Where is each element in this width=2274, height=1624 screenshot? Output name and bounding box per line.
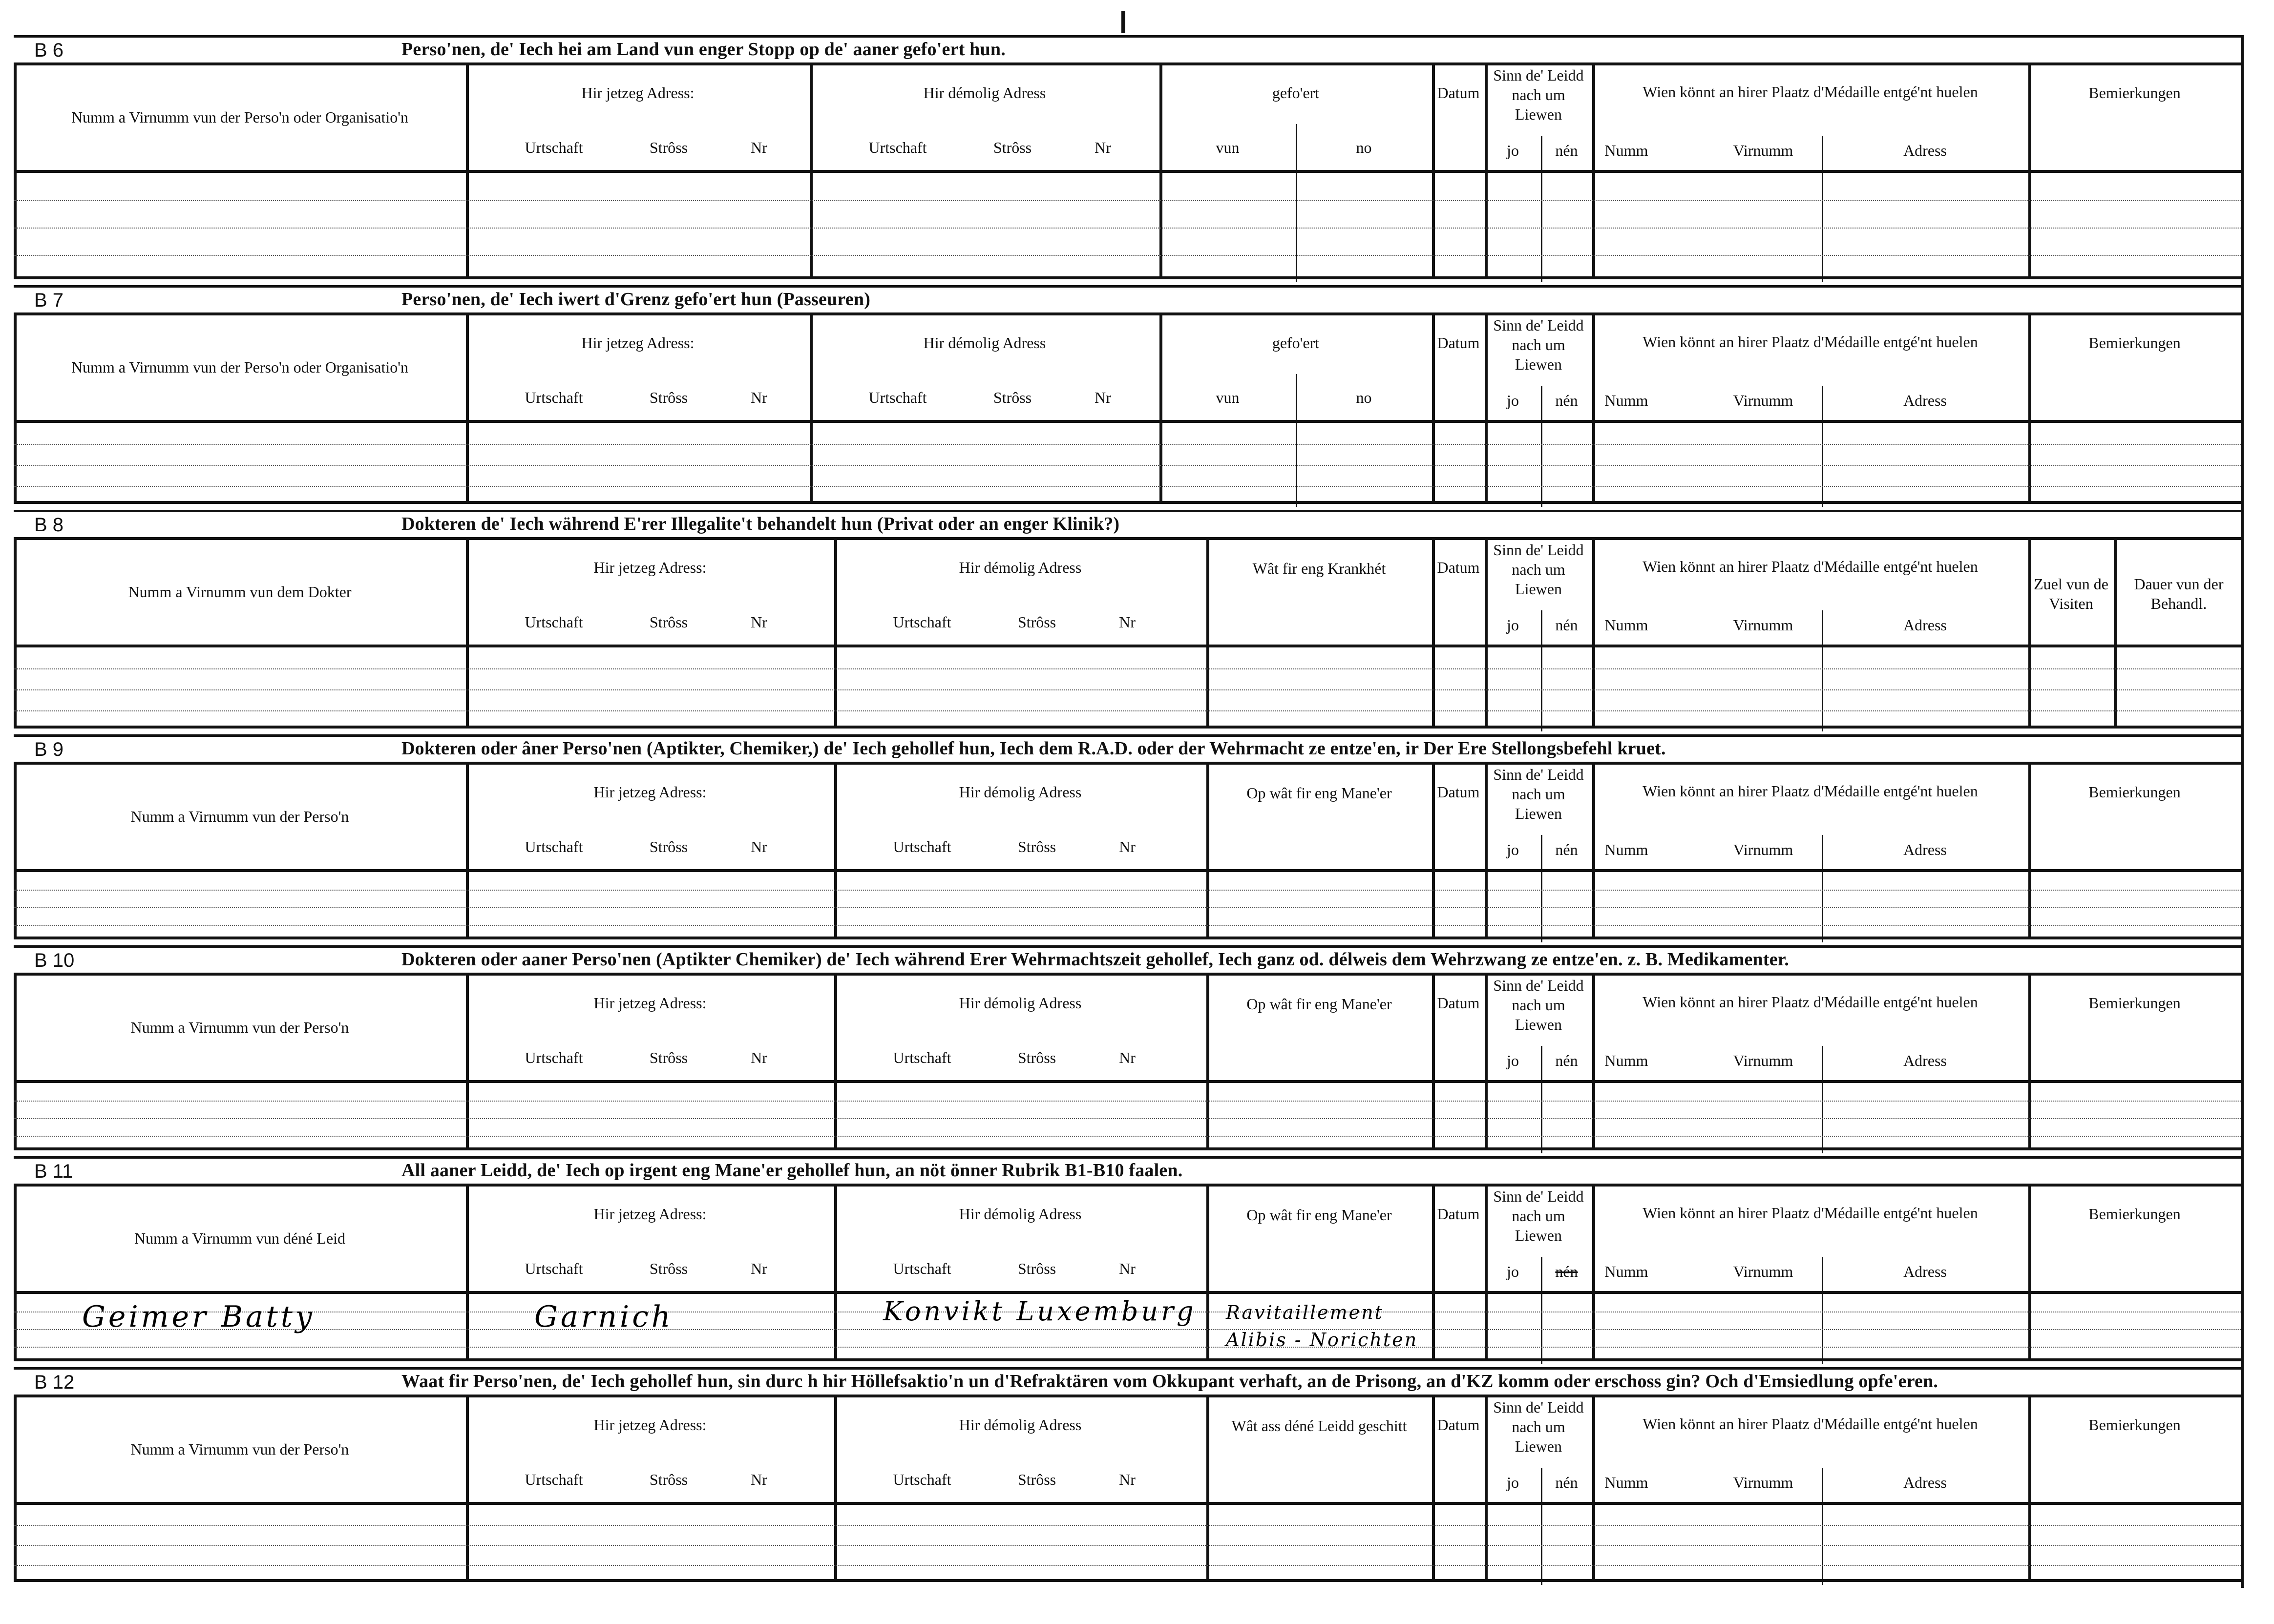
section-table <box>14 1395 2241 1582</box>
former-address-header: Hir démolig Adress <box>923 334 1046 352</box>
entry-line[interactable] <box>14 907 2241 908</box>
column-divider <box>1206 1187 1209 1358</box>
section-title: Perso'nen, de' Iech iwert d'Grenz gefo'ert hun (Passeuren) <box>401 289 871 310</box>
current-town-header: Urtschaft <box>525 139 583 156</box>
section-header <box>14 35 2241 62</box>
remarks-header: Bemierkungen <box>2088 334 2181 352</box>
former-town-header: Urtschaft <box>893 838 951 855</box>
alive-no-header: nén <box>1555 841 1578 858</box>
former-number-header: Nr <box>1095 139 1111 156</box>
medal-recipient-header: Wien könnt an hirer Plaatz d'Médaille entgé'nt huelen <box>1642 782 1978 800</box>
treatment-duration-header: Dauer vun der Behandl. <box>2134 575 2224 612</box>
section-table <box>14 973 2241 1150</box>
header-body-divider <box>14 1502 2241 1505</box>
recipient-firstname-header: Virnumm <box>1733 392 1793 409</box>
former-number-header: Nr <box>1119 1260 1136 1277</box>
table-left-border <box>14 1187 17 1358</box>
date-header: Datum <box>1437 334 1480 352</box>
remarks-header: Bemierkungen <box>2088 1205 2181 1223</box>
handwritten-former-address: Konvikt Luxemburg <box>883 1296 1197 1327</box>
former-town-header: Urtschaft <box>893 1260 951 1277</box>
table-left-border <box>14 976 17 1147</box>
alive-yes-header: jo <box>1507 142 1519 159</box>
section-code: B 11 <box>34 1161 73 1182</box>
entry-line[interactable] <box>14 668 2241 669</box>
former-address-header: Hir démolig Adress <box>923 84 1046 102</box>
recipient-firstname-header: Virnumm <box>1733 1052 1793 1069</box>
recipient-name-header: Numm <box>1604 1474 1648 1491</box>
section-header <box>14 285 2241 312</box>
method-header: Wât ass déné Leidd geschitt <box>1231 1417 1407 1435</box>
current-town-header: Urtschaft <box>525 838 583 855</box>
medal-recipient-header: Wien könnt an hirer Plaatz d'Médaille entgé'nt huelen <box>1642 333 1978 351</box>
entry-line[interactable] <box>14 1101 2241 1102</box>
current-street-header: Strôss <box>649 838 688 855</box>
alive-header: Sinn de' Leidd nach um Liewen <box>1493 541 1584 598</box>
alive-header: Sinn de' Leidd nach um Liewen <box>1493 766 1584 822</box>
alive-yes-header: jo <box>1507 1474 1519 1491</box>
section-header <box>14 1156 2241 1184</box>
former-street-header: Strôss <box>1017 1471 1056 1488</box>
method-header: Op wât fir eng Mane'er <box>1246 784 1392 802</box>
section-title: All aaner Leidd, de' Iech op irgent eng Mane'er gehollef hun, an nöt önner Rubrik B1-B10 faalen. <box>401 1160 1183 1181</box>
former-number-header: Nr <box>1119 1471 1136 1488</box>
transport-from-header: vun <box>1216 139 1240 156</box>
former-street-header: Strôss <box>993 139 1032 156</box>
section-code: B 7 <box>34 290 64 311</box>
alive-header: Sinn de' Leidd nach um Liewen <box>1493 1187 1584 1244</box>
medal-recipient-header: Wien könnt an hirer Plaatz d'Médaille entgé'nt huelen <box>1642 1415 1978 1433</box>
current-town-header: Urtschaft <box>525 613 583 631</box>
current-street-header: Strôss <box>649 1049 688 1066</box>
section-title: Waat fir Perso'nen, de' Iech gehollef hun, sin durc h hir Höllefsaktio'n un d'Refraktären vom Okkupant verhaft, an de Prisong, an d'KZ komm oder erschoss gin? Och d'Emsiedlung opfe'eren. <box>401 1371 1938 1392</box>
remarks-header: Bemierkungen <box>2088 1416 2181 1434</box>
recipient-address-header: Adress <box>1903 1052 1947 1069</box>
page-right-border <box>2241 35 2244 1588</box>
handwritten-method-line1: Ravitaillement <box>1226 1302 1384 1323</box>
former-town-header: Urtschaft <box>868 389 927 406</box>
transport-to-header: no <box>1356 389 1372 406</box>
alive-no-header: nén <box>1555 1263 1578 1280</box>
alive-no-header: nén <box>1555 1474 1578 1491</box>
current-address-header: Hir jetzeg Adress: <box>581 334 695 352</box>
remarks-header: Bemierkungen <box>2088 783 2181 801</box>
medal-recipient-header: Wien könnt an hirer Plaatz d'Médaille entgé'nt huelen <box>1642 558 1978 575</box>
section-table <box>14 537 2241 729</box>
current-address-header: Hir jetzeg Adress: <box>593 1205 707 1223</box>
entry-line[interactable] <box>14 1136 2241 1137</box>
person-name-column: Numm a Virnumm vun dem Dokter <box>128 583 352 601</box>
current-number-header: Nr <box>751 1471 767 1488</box>
entry-line[interactable] <box>14 925 2241 926</box>
entry-line[interactable] <box>14 444 2241 445</box>
current-street-header: Strôss <box>649 139 688 156</box>
section-code: B 8 <box>34 514 64 536</box>
current-address-header: Hir jetzeg Adress: <box>593 994 707 1012</box>
column-divider <box>1592 765 1595 937</box>
table-left-border <box>14 540 17 726</box>
current-number-header: Nr <box>751 838 767 855</box>
former-address-header: Hir démolig Adress <box>959 1416 1082 1434</box>
recipient-address-header: Adress <box>1903 616 1947 634</box>
column-divider <box>1592 1397 1595 1579</box>
medal-recipient-header: Wien könnt an hirer Plaatz d'Médaille entgé'nt huelen <box>1642 83 1978 101</box>
alive-no-header: nén <box>1555 392 1578 409</box>
column-divider <box>2114 540 2117 726</box>
current-address-header: Hir jetzeg Adress: <box>581 84 695 102</box>
alive-yes-header: jo <box>1507 1052 1519 1069</box>
section-header <box>14 510 2241 537</box>
table-left-border <box>14 315 17 501</box>
recipient-firstname-header: Virnumm <box>1733 616 1793 634</box>
entry-line[interactable] <box>14 255 2241 256</box>
former-number-header: Nr <box>1119 613 1136 631</box>
section-table <box>14 762 2241 939</box>
recipient-firstname-header: Virnumm <box>1733 142 1793 159</box>
column-divider <box>1206 765 1209 937</box>
alive-yes-header: jo <box>1507 392 1519 409</box>
header-body-divider <box>14 420 2241 423</box>
section-b7 <box>14 285 2241 510</box>
method-header: Wât fir eng Krankhét <box>1252 560 1386 577</box>
column-divider <box>1592 315 1595 501</box>
handwritten-name: Geimer Batty <box>82 1300 315 1334</box>
entry-line[interactable] <box>14 1329 2241 1330</box>
transport-header: gefo'ert <box>1272 334 1320 352</box>
former-street-header: Strôss <box>1017 1049 1056 1066</box>
current-town-header: Urtschaft <box>525 1260 583 1277</box>
column-divider <box>2028 540 2031 726</box>
current-address-header: Hir jetzeg Adress: <box>593 559 707 576</box>
section-header <box>14 734 2241 762</box>
alive-header: Sinn de' Leidd nach um Liewen <box>1493 1398 1584 1455</box>
recipient-address-header: Adress <box>1903 841 1947 858</box>
table-left-border <box>14 1397 17 1579</box>
section-table <box>14 1184 2241 1361</box>
alive-header: Sinn de' Leidd nach um Liewen <box>1493 66 1584 123</box>
header-body-divider <box>14 1291 2241 1294</box>
alive-no-header: nén <box>1555 142 1578 159</box>
entry-line[interactable] <box>14 465 2241 466</box>
visits-count-header: Zuel vun de Visiten <box>2034 575 2108 612</box>
column-divider <box>1592 540 1595 726</box>
current-address-header: Hir jetzeg Adress: <box>593 1416 707 1434</box>
recipient-address-header: Adress <box>1903 142 1947 159</box>
recipient-firstname-header: Virnumm <box>1733 1474 1793 1491</box>
current-street-header: Strôss <box>649 389 688 406</box>
former-number-header: Nr <box>1119 838 1136 855</box>
current-number-header: Nr <box>751 389 767 406</box>
remarks-header: Bemierkungen <box>2088 84 2181 102</box>
medal-recipient-header: Wien könnt an hirer Plaatz d'Médaille entgé'nt huelen <box>1642 993 1978 1011</box>
date-header: Datum <box>1437 559 1480 576</box>
person-name-column: Numm a Virnumm vun der Perso'n <box>130 808 349 825</box>
current-number-header: Nr <box>751 1049 767 1066</box>
handwritten-current-town: Garnich <box>534 1300 674 1334</box>
current-street-header: Strôss <box>649 613 688 631</box>
handwritten-method-line2: Alibis - Norichten <box>1226 1329 1418 1351</box>
transport-to-header: no <box>1356 139 1372 156</box>
medal-recipient-header: Wien könnt an hirer Plaatz d'Médaille entgé'nt huelen <box>1642 1204 1978 1222</box>
entry-line[interactable] <box>14 710 2241 711</box>
recipient-name-header: Numm <box>1604 142 1648 159</box>
transport-header: gefo'ert <box>1272 84 1320 102</box>
former-town-header: Urtschaft <box>893 1049 951 1066</box>
alive-no-header: nén <box>1555 1052 1578 1069</box>
section-code: B 9 <box>34 739 64 760</box>
current-number-header: Nr <box>751 613 767 631</box>
date-header: Datum <box>1437 1416 1480 1434</box>
section-table <box>14 312 2241 504</box>
alive-header: Sinn de' Leidd nach um Liewen <box>1493 316 1584 373</box>
person-name-column: Numm a Virnumm vun der Perso'n <box>130 1440 349 1458</box>
entry-line[interactable] <box>14 200 2241 201</box>
header-body-divider <box>14 645 2241 647</box>
former-street-header: Strôss <box>1017 1260 1056 1277</box>
column-divider <box>1206 540 1209 726</box>
header-body-divider <box>14 869 2241 872</box>
section-b10 <box>14 945 2241 1156</box>
current-street-header: Strôss <box>649 1471 688 1488</box>
alive-yes-header: jo <box>1507 841 1519 858</box>
current-number-header: Nr <box>751 139 767 156</box>
column-divider <box>1206 1397 1209 1579</box>
former-number-header: Nr <box>1119 1049 1136 1066</box>
method-header: Op wât fir eng Mane'er <box>1246 1206 1392 1224</box>
date-header: Datum <box>1437 84 1480 102</box>
person-name-column: Numm a Virnumm vun déné Leid <box>134 1229 346 1247</box>
current-town-header: Urtschaft <box>525 389 583 406</box>
recipient-address-header: Adress <box>1903 1263 1947 1280</box>
table-left-border <box>14 765 17 937</box>
form-sheet <box>14 35 2241 1588</box>
entry-line[interactable] <box>14 228 2241 229</box>
former-address-header: Hir démolig Adress <box>959 994 1082 1012</box>
column-divider <box>1592 1187 1595 1358</box>
date-header: Datum <box>1437 994 1480 1012</box>
recipient-name-header: Numm <box>1604 392 1648 409</box>
date-header: Datum <box>1437 1205 1480 1223</box>
section-b8 <box>14 510 2241 734</box>
recipient-name-header: Numm <box>1604 1263 1648 1280</box>
recipient-name-header: Numm <box>1604 616 1648 634</box>
entry-line[interactable] <box>14 689 2241 690</box>
page-top-mark <box>1121 11 1125 33</box>
recipient-firstname-header: Virnumm <box>1733 1263 1793 1280</box>
column-divider <box>1206 976 1209 1147</box>
current-street-header: Strôss <box>649 1260 688 1277</box>
current-address-header: Hir jetzeg Adress: <box>593 783 707 801</box>
recipient-name-header: Numm <box>1604 1052 1648 1069</box>
transport-from-header: vun <box>1216 389 1240 406</box>
section-title: Dokteren de' Iech während E'rer Illegalite't behandelt hun (Privat oder an enger Klinik?) <box>401 514 1120 534</box>
column-divider <box>1592 976 1595 1147</box>
section-code: B 12 <box>34 1372 75 1393</box>
section-b12 <box>14 1367 2241 1588</box>
former-address-header: Hir démolig Adress <box>959 783 1082 801</box>
section-title: Perso'nen, de' Iech hei am Land vun enger Stopp op de' aaner gefo'ert hun. <box>401 39 1006 60</box>
recipient-address-header: Adress <box>1903 1474 1947 1491</box>
header-body-divider <box>14 170 2241 173</box>
section-code: B 6 <box>34 40 64 61</box>
person-name-column: Numm a Virnumm vun der Perso'n <box>130 1019 349 1036</box>
entry-line[interactable] <box>14 1565 2241 1566</box>
date-header: Datum <box>1437 783 1480 801</box>
former-town-header: Urtschaft <box>893 1471 951 1488</box>
entry-line[interactable] <box>14 486 2241 487</box>
section-title: Dokteren oder âner Perso'nen (Aptikter, Chemiker,) de' Iech gehollef hun, Iech dem R.A.D. oder der Wehrmacht ze entze'en, ir Der Ere Stellongsbefehl kruet. <box>401 738 1666 759</box>
alive-header: Sinn de' Leidd nach um Liewen <box>1493 977 1584 1033</box>
former-address-header: Hir démolig Adress <box>959 1205 1082 1223</box>
entry-line[interactable] <box>14 1347 2241 1348</box>
section-header <box>14 945 2241 973</box>
entry-line[interactable] <box>14 890 2241 891</box>
recipient-address-header: Adress <box>1903 392 1947 409</box>
former-street-header: Strôss <box>1017 838 1056 855</box>
alive-no-header: nén <box>1555 616 1578 634</box>
section-b9 <box>14 734 2241 945</box>
current-town-header: Urtschaft <box>525 1049 583 1066</box>
former-number-header: Nr <box>1095 389 1111 406</box>
entry-line[interactable] <box>14 1118 2241 1119</box>
header-body-divider <box>14 1080 2241 1083</box>
method-header: Op wât fir eng Mane'er <box>1246 995 1392 1013</box>
former-street-header: Strôss <box>993 389 1032 406</box>
former-street-header: Strôss <box>1017 613 1056 631</box>
section-header <box>14 1367 2241 1395</box>
former-town-header: Urtschaft <box>893 613 951 631</box>
section-title: Dokteren oder aaner Perso'nen (Aptikter Chemiker) de' Iech während Erer Wehrmachtszeit gehollef, Iech ganz od. délweis dem Wehrzwang ze entze'en. z. B. Medikamenter. <box>401 949 1790 970</box>
former-town-header: Urtschaft <box>868 139 927 156</box>
recipient-name-header: Numm <box>1604 841 1648 858</box>
entry-line[interactable] <box>14 1525 2241 1526</box>
section-code: B 10 <box>34 950 75 971</box>
remarks-header: Bemierkungen <box>2088 994 2181 1012</box>
person-name-column: Numm a Virnumm vun der Perso'n oder Organisatio'n <box>71 358 409 376</box>
section-b6 <box>14 35 2241 285</box>
section-table <box>14 62 2241 279</box>
section-b11 <box>14 1156 2241 1367</box>
alive-yes-header: jo <box>1507 616 1519 634</box>
current-town-header: Urtschaft <box>525 1471 583 1488</box>
alive-yes-header: jo <box>1507 1263 1519 1280</box>
entry-line[interactable] <box>14 1545 2241 1546</box>
current-number-header: Nr <box>751 1260 767 1277</box>
recipient-firstname-header: Virnumm <box>1733 841 1793 858</box>
former-address-header: Hir démolig Adress <box>959 559 1082 576</box>
person-name-column: Numm a Virnumm vun der Perso'n oder Organisatio'n <box>71 108 409 126</box>
